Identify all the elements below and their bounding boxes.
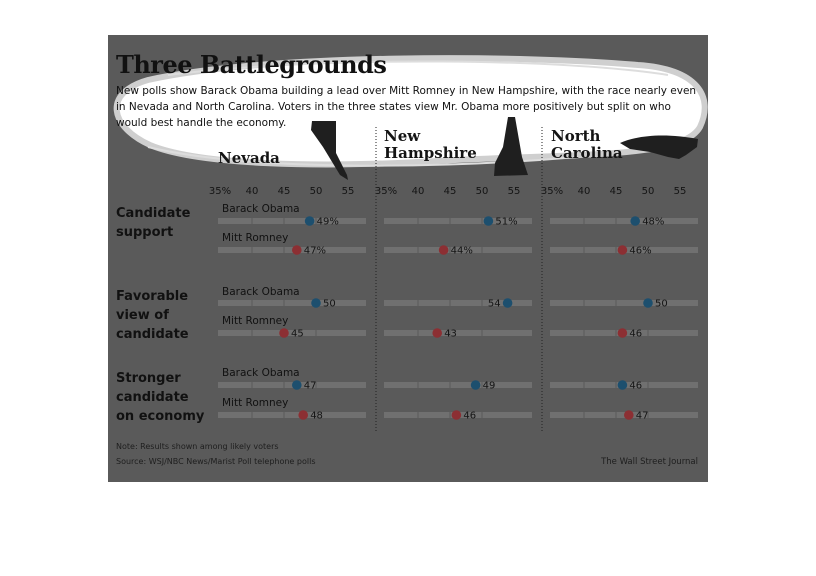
track-bar <box>384 330 532 336</box>
obama-point <box>292 380 302 390</box>
tick-label: 55 <box>507 186 521 197</box>
dot-plot <box>108 35 708 482</box>
track-bar <box>550 300 698 306</box>
tick-label: 35% <box>374 186 398 197</box>
obama-point <box>618 380 628 390</box>
data-label: 45 <box>291 328 304 340</box>
state-title-nevada: Nevada <box>218 149 280 167</box>
obama-point <box>311 298 321 308</box>
infographic <box>108 35 708 482</box>
romney-point <box>432 328 442 338</box>
track-bar <box>218 218 366 224</box>
candidate-label-obama: Barack Obama <box>222 286 300 298</box>
tick-label: 45 <box>443 186 457 197</box>
tick-label: 35% <box>540 186 564 197</box>
tick-label: 40 <box>411 186 425 197</box>
data-label: 43 <box>444 328 457 340</box>
data-label: 54 <box>487 298 501 310</box>
data-label: 47 <box>303 380 317 392</box>
data-label: 44% <box>450 245 473 257</box>
track-bar <box>218 300 366 306</box>
candidate-label-romney: Mitt Romney <box>222 232 289 244</box>
romney-point <box>279 328 289 338</box>
candidate-label-romney: Mitt Romney <box>222 397 289 409</box>
tick-label: 55 <box>341 186 355 197</box>
footnote: Note: Results shown among likely voters <box>116 442 279 451</box>
metric-label-support: Candidate support <box>116 206 191 240</box>
data-label: 46 <box>629 328 643 340</box>
tick-label: 55 <box>673 186 687 197</box>
data-label: 47 <box>635 410 649 422</box>
obama-point <box>484 216 494 226</box>
tick-label: 35% <box>208 186 232 197</box>
data-label: 46 <box>629 380 643 392</box>
tick-label: 50 <box>475 186 489 197</box>
chart-title: Three Battlegrounds <box>116 50 387 79</box>
obama-point <box>471 380 481 390</box>
romney-point <box>452 410 462 420</box>
tick-label: 40 <box>577 186 591 197</box>
metric-label-favorable: Favorable view of candidate <box>116 289 189 342</box>
track-bar <box>218 412 366 418</box>
tick-label: 50 <box>309 186 323 197</box>
track-bar <box>550 218 698 224</box>
data-label: 46% <box>629 245 652 257</box>
data-label: 50 <box>655 298 668 310</box>
track-bar <box>384 382 532 388</box>
candidate-label-obama: Barack Obama <box>222 367 300 379</box>
data-label: 51% <box>495 216 518 228</box>
romney-point <box>618 328 628 338</box>
romney-point <box>439 245 449 255</box>
metric-label-economy: Stronger candidate on economy <box>116 371 205 424</box>
obama-point <box>630 216 640 226</box>
candidate-label-romney: Mitt Romney <box>222 315 289 327</box>
data-label: 49 <box>482 380 496 392</box>
track-bar <box>218 247 366 253</box>
data-label: 47% <box>303 245 327 257</box>
data-label: 49% <box>316 216 339 228</box>
romney-point <box>292 245 302 255</box>
state-title-new-hampshire: New Hampshire <box>384 127 477 162</box>
obama-point <box>305 216 315 226</box>
tick-label: 50 <box>641 186 655 197</box>
data-label: 48% <box>642 216 665 228</box>
candidate-label-obama: Barack Obama <box>222 203 300 215</box>
romney-point <box>624 410 634 420</box>
tick-label: 40 <box>245 186 259 197</box>
publisher-credit: The Wall Street Journal <box>601 457 698 467</box>
tick-label: 45 <box>609 186 623 197</box>
tick-label: 45 <box>277 186 291 197</box>
track-bar <box>218 382 366 388</box>
chart-subtitle: New polls show Barack Obama building a lead over Mitt Romney in New Hampshire, with the race nearly even in Nevada and North Carolina. Voters in the three states view Mr. Obama more positively but split on who would best handle the economy. <box>116 85 697 129</box>
romney-point <box>618 245 628 255</box>
romney-point <box>298 410 308 420</box>
data-label: 50 <box>323 298 336 310</box>
obama-point <box>643 298 653 308</box>
source-note: Source: WSJ/NBC News/Marist Poll telephone polls <box>116 457 316 466</box>
data-label: 48 <box>310 410 323 422</box>
obama-point <box>503 298 513 308</box>
state-title-north-carolina: North Carolina <box>551 127 623 162</box>
data-label: 46 <box>463 410 477 422</box>
